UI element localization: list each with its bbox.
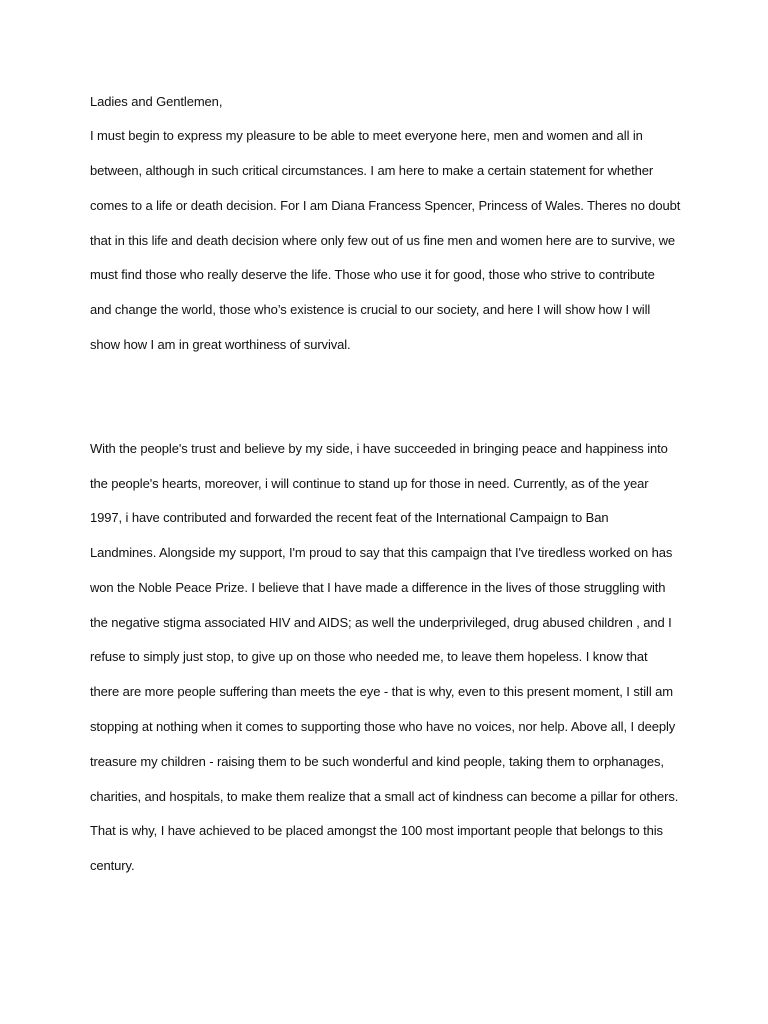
paragraph-line: stopping at nothing when it comes to supporting those who have no voices, nor help. Above all, I deeply <box>90 719 676 734</box>
paragraph-line: Landmines. Alongside my support, I'm proud to say that this campaign that I've tiredless worked on has <box>90 545 673 560</box>
paragraph-line: won the Noble Peace Prize. I believe that I have made a difference in the lives of those struggling with <box>90 580 666 595</box>
paragraph-line: show how I am in great worthiness of survival. <box>90 337 351 352</box>
paragraph-line: refuse to simply just stop, to give up on those who needed me, to leave them hopeless. I know that <box>90 649 648 664</box>
paragraph-line: comes to a life or death decision. For I am Diana Francess Spencer, Princess of Wales. Theres no doubt <box>90 198 681 213</box>
paragraph-line: treasure my children - raising them to be such wonderful and kind people, taking them to orphanages, <box>90 754 664 769</box>
paragraph-line: That is why, I have achieved to be placed amongst the 100 most important people that belongs to this <box>90 823 663 838</box>
paragraph-line: the negative stigma associated HIV and AIDS; as well the underprivileged, drug abused children , and I <box>90 615 672 630</box>
paragraph-line: charities, and hospitals, to make them realize that a small act of kindness can become a pillar for others. <box>90 789 679 804</box>
paragraph-line: that in this life and death decision where only few out of us fine men and women here are to survive, we <box>90 233 676 248</box>
paragraph-line: century. <box>90 858 135 873</box>
paragraph-line: the people's hearts, moreover, i will continue to stand up for those in need. Currently, as of the year <box>90 476 649 491</box>
paragraph-line: 1997, i have contributed and forwarded the recent feat of the International Campaign to Ban <box>90 510 609 525</box>
paragraph-line: I must begin to express my pleasure to be able to meet everyone here, men and women and all in <box>90 128 643 143</box>
salutation: Ladies and Gentlemen, <box>90 94 223 109</box>
paragraph-line: between, although in such critical circumstances. I am here to make a certain statement for whether <box>90 163 654 178</box>
paragraph-line: must find those who really deserve the life. Those who use it for good, those who strive to contribute <box>90 267 655 282</box>
paragraph-line: and change the world, those who’s existence is crucial to our society, and here I will show how I will <box>90 302 651 317</box>
paragraph-line: With the people's trust and believe by my side, i have succeeded in bringing peace and happiness into <box>90 441 668 456</box>
paragraph-line: there are more people suffering than meets the eye - that is why, even to this present moment, I still am <box>90 684 673 699</box>
